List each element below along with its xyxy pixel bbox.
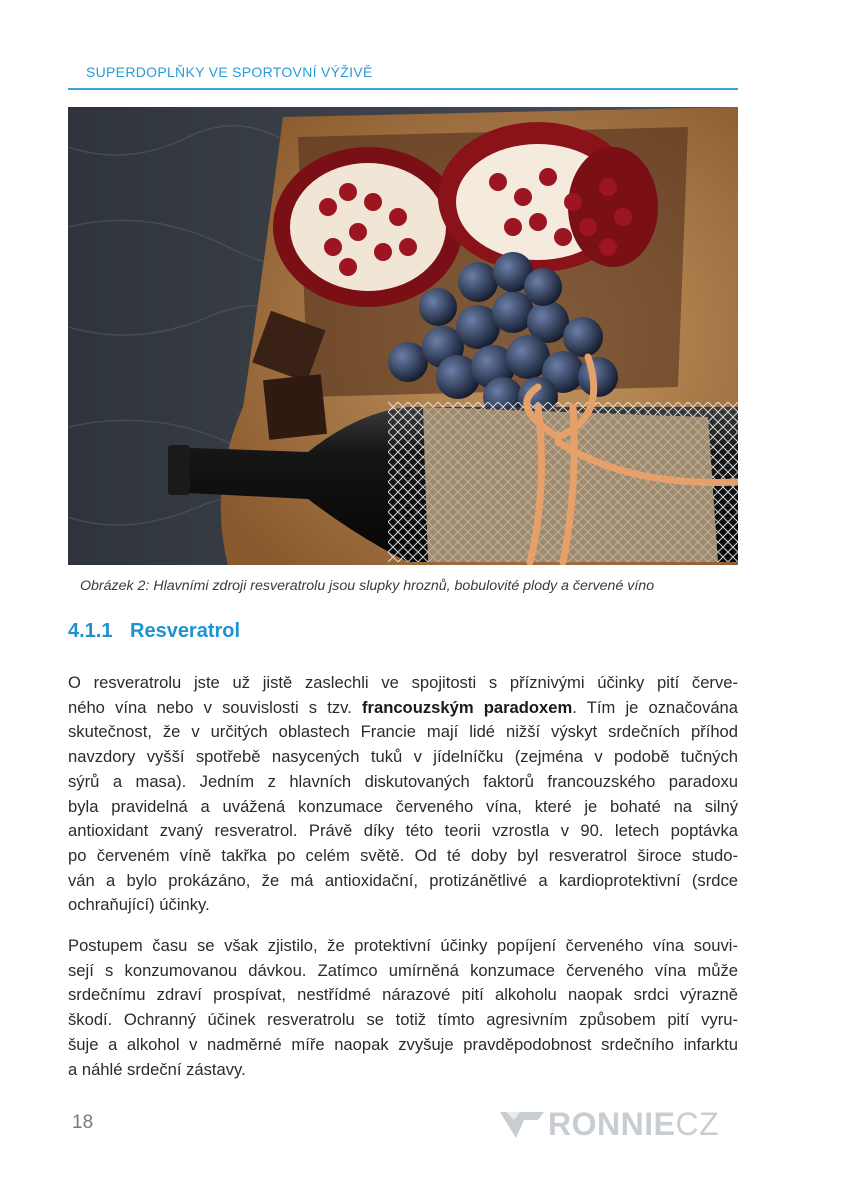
paragraph-line: po červeném víně takřka po celém světě. Od té doby byl resveratrol široce studo- [68,845,738,865]
paragraph-line: ván a bylo prokázáno, že má antioxidační, protizánětlivé a kardioprotektivní (srdce [68,870,738,890]
ronnie-logo-icon [500,1108,544,1140]
paragraph-line: skutečnost, že v určitých oblastech Francie mají lidé nižší výskyt srdečních příhod [68,722,738,742]
paragraph-line: a náhlé srdeční zástavy. [68,1059,246,1079]
bold-term: francouzským paradoxem [361,697,573,717]
paragraph-line: šuje a alkohol v nadměrné míře naopak zvyšuje pravděpodobnost srdečního infarktu [68,1034,738,1054]
figure-photo [68,107,738,565]
paragraph-line: sýrů a masa). Jedním z hlavních diskutovaných faktorů francouzského paradoxu [68,771,738,791]
paragraph-line: byla pravidelná a uvážená konzumace červeného vína, které je bohaté na silný [68,796,738,816]
header-divider [68,88,738,90]
paragraph-line: navzdory vyšší spotřebě nasycených tuků v jídelníčku (zejména v podobě tučných [68,747,738,767]
section-number: 4.1.1 [68,620,113,642]
brand-name [548,1106,719,1143]
body-paragraph-1 [68,671,738,918]
paragraph-line [68,696,738,721]
photo-illustration [68,107,738,565]
paragraph-line: ochraňující) účinky. [68,895,210,915]
figure-caption: Obrázek 2: Hlavními zdroji resveratrolu jsou slupky hroznů, bobulovité plody a červené víno [80,578,655,594]
paragraph-line: Postupem času se však zjistilo, že protektivní účinky popíjení červeného vína souvi- [68,936,738,955]
text-run: . Tím je označována [572,697,739,717]
body-paragraph-2 [68,934,738,1082]
brand-logo [500,1104,740,1144]
brand-main: RONNIE [548,1105,676,1142]
brand-suffix: CZ [675,1105,720,1142]
paragraph-line: antioxidant zvaný resveratrol. Právě díky této teorii vzrostla v 90. letech poptávka [68,821,738,841]
paragraph-line: O resveratrolu jste už jistě zaslechli ve spojitosti s příznivými účinky pití červe- [68,673,738,692]
page-number: 18 [72,1112,94,1133]
paragraph-line: srdečnímu zdraví prospívat, nestřídmé nárazové pití alkoholu naopak srdci výrazně [68,985,738,1005]
section-title: Resveratrol [130,620,241,642]
paragraph-line: sejí s konzumovanou dávkou. Zatímco umírněná konzumace červeného vína může [68,960,738,980]
paragraph-line: škodí. Ochranný účinek resveratrolu se totiž tímto agresivním způsobem pití vyru- [68,1010,738,1030]
running-header: SUPERDOPLŇKY VE SPORTOVNÍ VÝŽIVĚ [86,64,373,80]
section-heading [68,620,240,643]
text-run: ného vína nebo v souvislosti s tzv. [68,697,362,717]
